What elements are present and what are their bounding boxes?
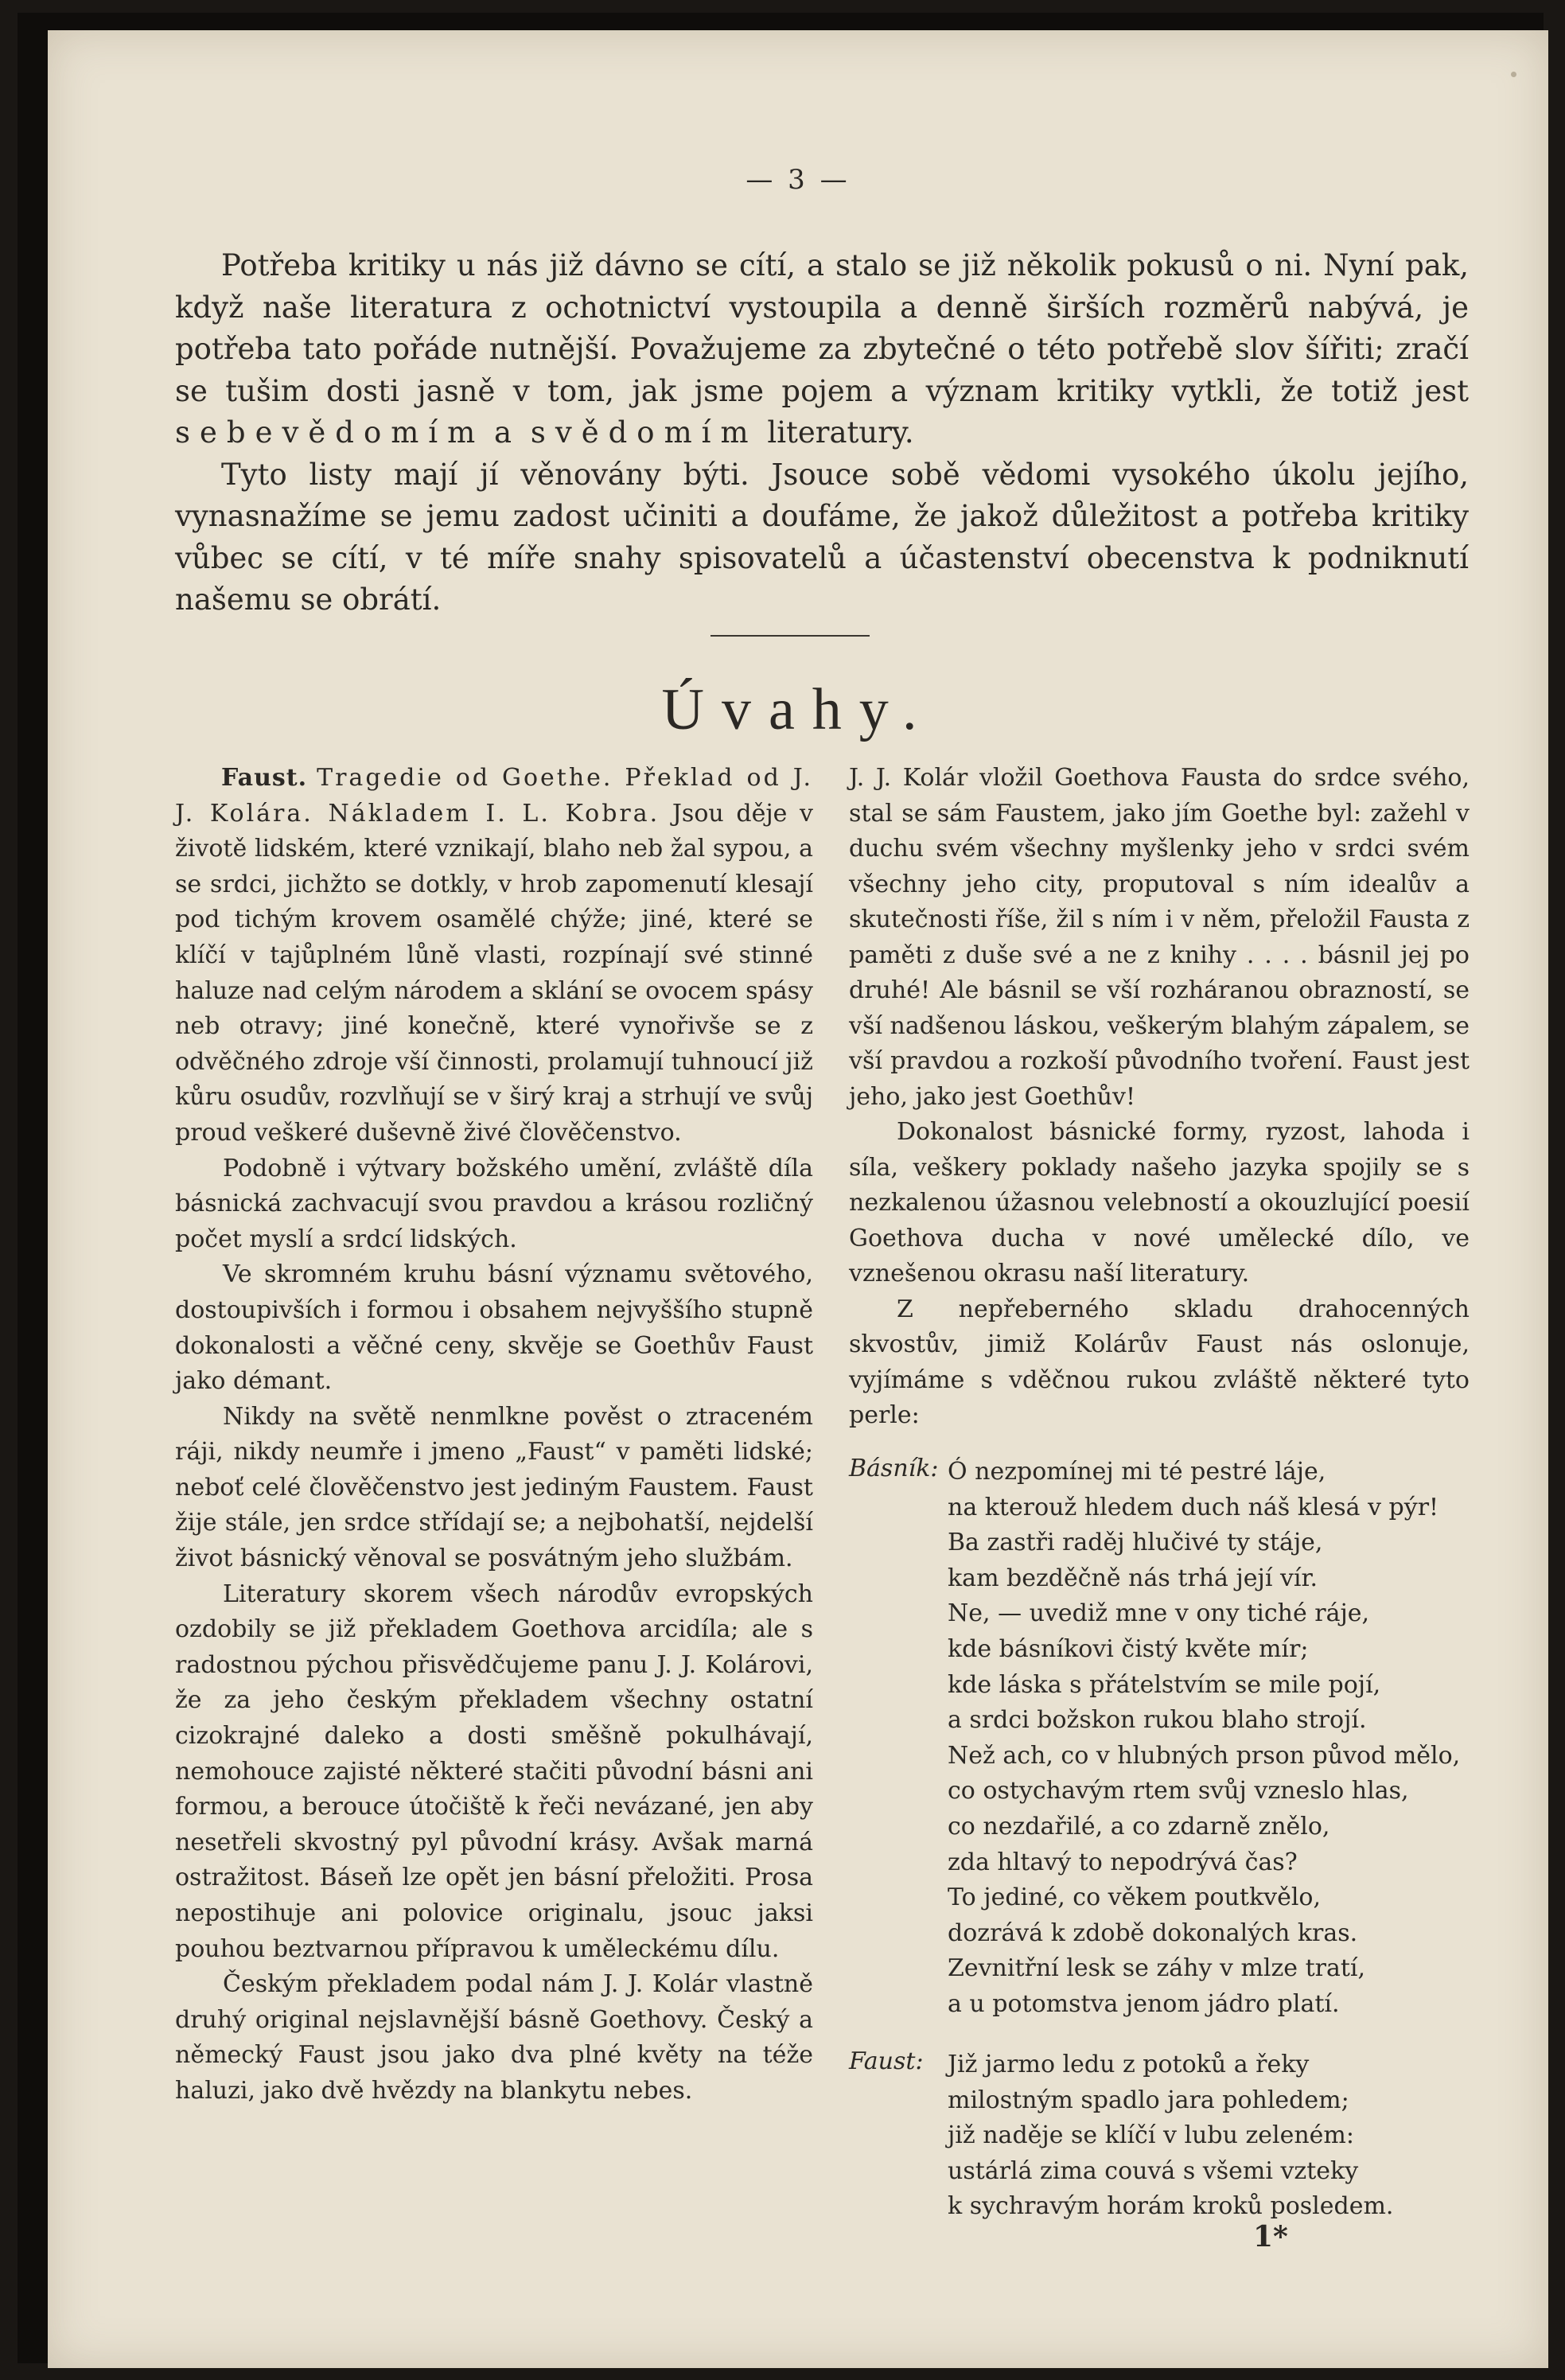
verse-line: co ostychavým rtem svůj vzneslo hlas, (948, 1777, 1409, 1805)
right-column (849, 761, 1470, 1434)
signature-mark: 1* (1253, 2220, 1288, 2253)
verse-line: již naděje se klíčí v lubu zeleném: (948, 2121, 1354, 2150)
section-heading: Úvahy. (661, 677, 935, 742)
verse-line: na kterouž hledem duch náš klesá v pýr! (948, 1493, 1439, 1521)
left-paragraph-2: Podobně i výtvary božského umění, zvláště díla básnická zachvacují svou pravdou a krásou rozličný počet myslí a srdcí lidských. (175, 1154, 813, 1253)
emphasis-a: a (494, 415, 522, 450)
speaker-label: Faust: (849, 2047, 924, 2075)
review-title-details: Tragedie od Goethe. Překlad od J. J. Kolára. Nákladem I. L. Kobra. (175, 764, 813, 828)
left-paragraph-5: Literatury skorem všech národův evropských ozdobily se již překladem Goethova arcidíla; ale s radostnou pýchou přisvědčujeme panu J. J. Kolárovi, že za jeho českým překladem všechny ostatní cizokrajné daleko a dosti směšně pokulhávají, nemohouce zajisté některé stačiti původní básni ani formou, a berouce útočiště k řeči nevázané, jen aby nesetřeli skvostný pyl původní krásy. Avšak marná ostražitost. Báseň lze opět jen básní přeložiti. Prosa nepostihuje ani polovice originalu, jsouc jaksi pouhou beztvarnou přípravou k uměleckému dílu. (175, 1580, 813, 1963)
left-paragraph-4: Nikdy na světě nenmlkne pověst o ztraceném ráji, nikdy neumře i jmeno „Faust“ v paměti lidské; neboť celé člověčenstvo jest jediným Faustem. Faust žije stále, jen srdce střídají se; a nejbohatší, nejdelší život básnický věnoval se posvátným jeho službám. (175, 1402, 813, 1573)
verse-line: Již jarmo ledu z potoků a řeky (948, 2051, 1310, 2078)
verse-line: k sychravým horám kroků posledem. (948, 2192, 1394, 2221)
review-title-bold: Faust. (221, 764, 308, 792)
verse-line: a u potomstva jenom jádro platí. (948, 1989, 1340, 2018)
review-title (175, 761, 813, 1151)
verse-line: Ó nezpomínej mi té pestré láje, (948, 1458, 1326, 1486)
speaker-label: Básník: (849, 1455, 939, 1482)
scan-frame (18, 13, 1544, 2363)
verse-line: Ne, — uvediž mne v ony tiché ráje, (948, 1599, 1370, 1628)
right-paragraph-2: Dokonalost básnické formy, ryzost, lahoda i síla, veškery poklady našeho jazyka spojily se s nezkalenou úžasnou velebností a okouzlující poesií Goethova ducha v nové umělecké dílo, ve vznešenou okrasu naší literatury. (849, 1118, 1470, 1287)
emphasis-svedomim: svědomím (530, 415, 758, 450)
verse-line: dozrává k zdobě dokonalých kras. (948, 1918, 1358, 1947)
page-number: — 3 — (746, 164, 851, 196)
intro-p1-end: literatury. (767, 415, 914, 450)
left-column (175, 761, 813, 2109)
verse-line: ustárlá zima couvá s všemi vzteky (948, 2156, 1359, 2185)
verse-line: To jediné, co věkem poutkvělo, (948, 1883, 1322, 1912)
verse-line: Zevnitřní lesk se záhy v mlze tratí, (948, 1954, 1366, 1983)
verse-line: kde láska s přátelstvím se mile pojí, (948, 1670, 1381, 1699)
verse-line: kde básníkovi čistý květe mír; (948, 1634, 1309, 1663)
left-paragraph-3: Ve skromném kruhu básní významu světového, dostoupivších i formou i obsahem nejvyššího stupně dokonalosti a věčné ceny, skvěje se Goethův Faust jako démant. (175, 1260, 813, 1396)
page (48, 30, 1548, 2368)
intro-paragraph-2: Tyto listy mají jí věnovány býti. Jsouce sobě vědomi vysokého úkolu jejího, vynasnažíme se jemu zadost učiniti a doufáme, že jakož důležitost a potřeba kritiky vůbec se cítí, v té míře snahy spisovatelů a účastenství obecenstva k podniknutí našemu se obrátí. (175, 457, 1469, 617)
verse-line: co nezdařilé, a co zdarně znělo, (948, 1812, 1330, 1841)
verse-line: milostným spadlo jara pohledem; (948, 2086, 1349, 2114)
verse-lines (948, 2047, 1470, 2225)
verse-line: Než ach, co v hlubných prson původ mělo, (948, 1741, 1461, 1770)
right-paragraph-3: Z nepřeberného skladu drahocenných skvostův, jimiž Kolárův Faust nás oslonuje, vyjímáme s vděčnou rukou zvláště některé tyto perle: (849, 1295, 1470, 1429)
verse-line: a srdci božskon rukou blaho strojí. (948, 1706, 1367, 1735)
left-paragraph-1: Jsou děje v životě lidském, které vznikají, blaho neb žal sypou, a se srdci, jichžto se dotkly, v hrob zapomenutí klesají pod tichým krovem osamělé chýže; jiné, které se klíčí v tajůplném lůně vlasti, rozpínají své stinné haluze nad celým národem a sklání se ovocem spásy neb otravy; jiné konečně, které vynořivše se z odvěčného zdroje vší činnosti, prolamují tuhnoucí již kůru osudův, rozvlňují se v širý kraj a strhují ve svůj proud veškeré duševně živé člověčenstvo. (175, 799, 814, 1147)
intro-paragraph-1 (175, 245, 1469, 454)
right-paragraph-1: J. J. Kolár vložil Goethova Fausta do srdce svého, stal se sám Faustem, jako jím Goethe byl: zažehl v duchu svém všechny myšlenky jeho v srdci svém všechny jeho city, proputoval s ním idealův a skutečnosti říše, žil s ním i v něm, přeložil Fausta z paměti z duše své a ne z knihy . . . . básnil jej po druhé! Ale básnil se vší rozháranou obrazností, se vší nadšenou láskou, veškerým blahým zápalem, se vší pravdou a rozkoší původního tvoření. Faust jest jeho, jako jest Goethův! (849, 764, 1470, 1111)
verse-line: Ba zastři raděj hlučivé ty stáje, (948, 1529, 1323, 1557)
speck (1511, 72, 1516, 77)
emphasis-sebevedomim: sebevědomím (175, 415, 485, 450)
verse-lines (948, 1455, 1470, 2023)
left-paragraph-6: Českým překladem podal nám J. J. Kolár vlastně druhý original nejslavnější básně Goethovy. Český a německý Faust jsou jako dva plné květy na téže haluzi, jako dvě hvězdy na blankytu nebes. (175, 1970, 813, 2105)
verse-line: zda hltavý to nepodrývá čas? (948, 1848, 1298, 1876)
section-divider (710, 635, 870, 637)
verse-line: kam bezděčně nás trhá její vír. (948, 1564, 1318, 1592)
intro-p1-text: Potřeba kritiky u nás již dávno se cítí, a stalo se již několik pokusů o ni. Nyní pak, když naše literatura z ochotnictví vystoupila a denně širších rozměrů nabývá, je potřeba tato pořáde nutnější. Považujeme za zbytečné o této potřebě slov šířiti; zračí se tušim dosti jasně v tom, jak jsme pojem a význam kritiky vytkli, že totiž jest (175, 248, 1469, 408)
intro-section (175, 245, 1469, 621)
